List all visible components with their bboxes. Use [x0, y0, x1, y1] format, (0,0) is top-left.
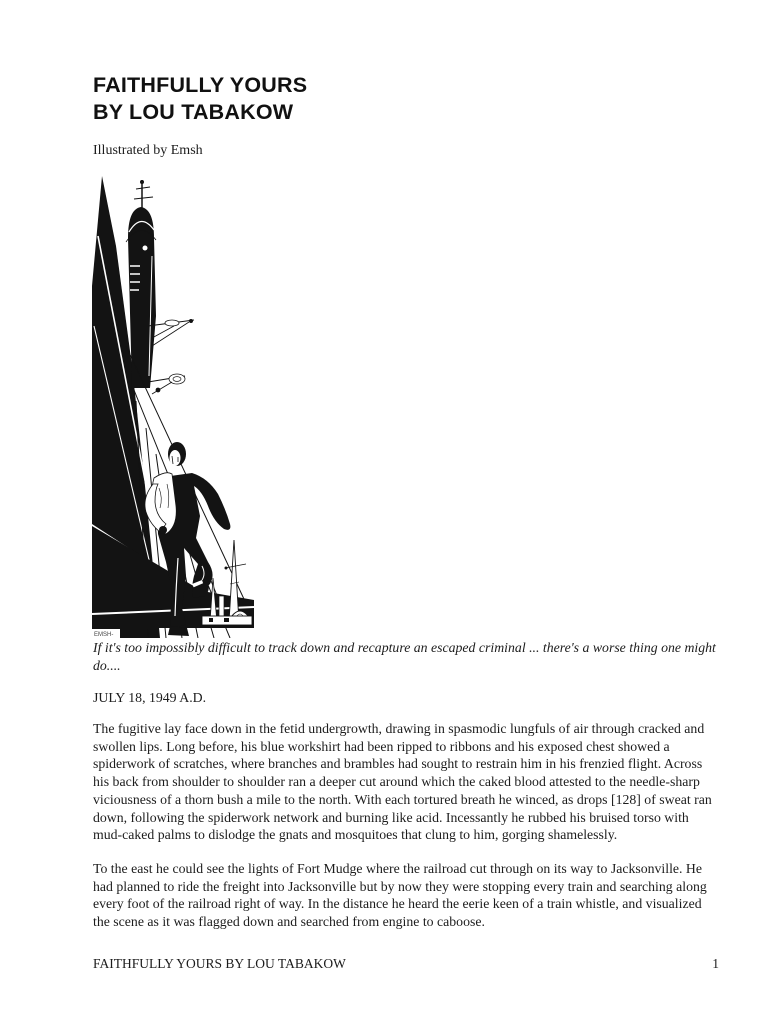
story-title-line2: BY LOU TABAKOW [93, 100, 294, 124]
footer-page-number: 1 [712, 956, 719, 971]
illustrator-credit: Illustrated by Emsh [93, 143, 203, 158]
story-title-line1: FAITHFULLY YOURS [93, 73, 308, 97]
story-paragraph: To the east he could see the lights of Fort Mudge where the railroad cut through on its way to Jacksonville. He had planned to ride the freight into Jacksonville but by now they were stopping every train and searching along every foot of the railroad right of way. In the distance he heard the eerie keen of a train whistle, and visualized the scene as it was flagged down and searched from engine to caboose. [93, 861, 707, 930]
artist-signature: EMSH- [94, 632, 114, 638]
illustration-caption: If it's too impossibly difficult to track down and recapture an escaped criminal ... there's a worse thing one might do.... [93, 640, 716, 673]
story-dateline: JULY 18, 1949 A.D. [93, 690, 207, 705]
antenna-gadget-lower [148, 374, 185, 394]
story-paragraph: The fugitive lay face down in the fetid undergrowth, drawing in spasmodic lungfuls of air through cracked and swollen lips. Long before, his blue workshirt had been ripped to ribbons and his exposed chest showed a spiderwork of scratches, where branches and brambles had sought to restrain him in his frenzied flight. Across his back from shoulder to shoulder ran a deeper cut around which the caked blood attested to the needle-sharp viciousness of a thorn bush a mile to the north. With each tortured breath he winced, as drops [128] of sweat ran down, following the spiderwork network and burning like acid. Incessantly he rubbed his bruised torso with mud-caked palms to dislodge the gnats and mosquitoes that clung to him, gorging shamelessly. [93, 721, 712, 843]
page-footer [93, 956, 719, 972]
footer-running-title: FAITHFULLY YOURS BY LOU TABAKOW [93, 956, 346, 971]
story-title [93, 72, 307, 126]
rocket-tower-shape [128, 207, 156, 388]
story-illustration [92, 176, 254, 638]
